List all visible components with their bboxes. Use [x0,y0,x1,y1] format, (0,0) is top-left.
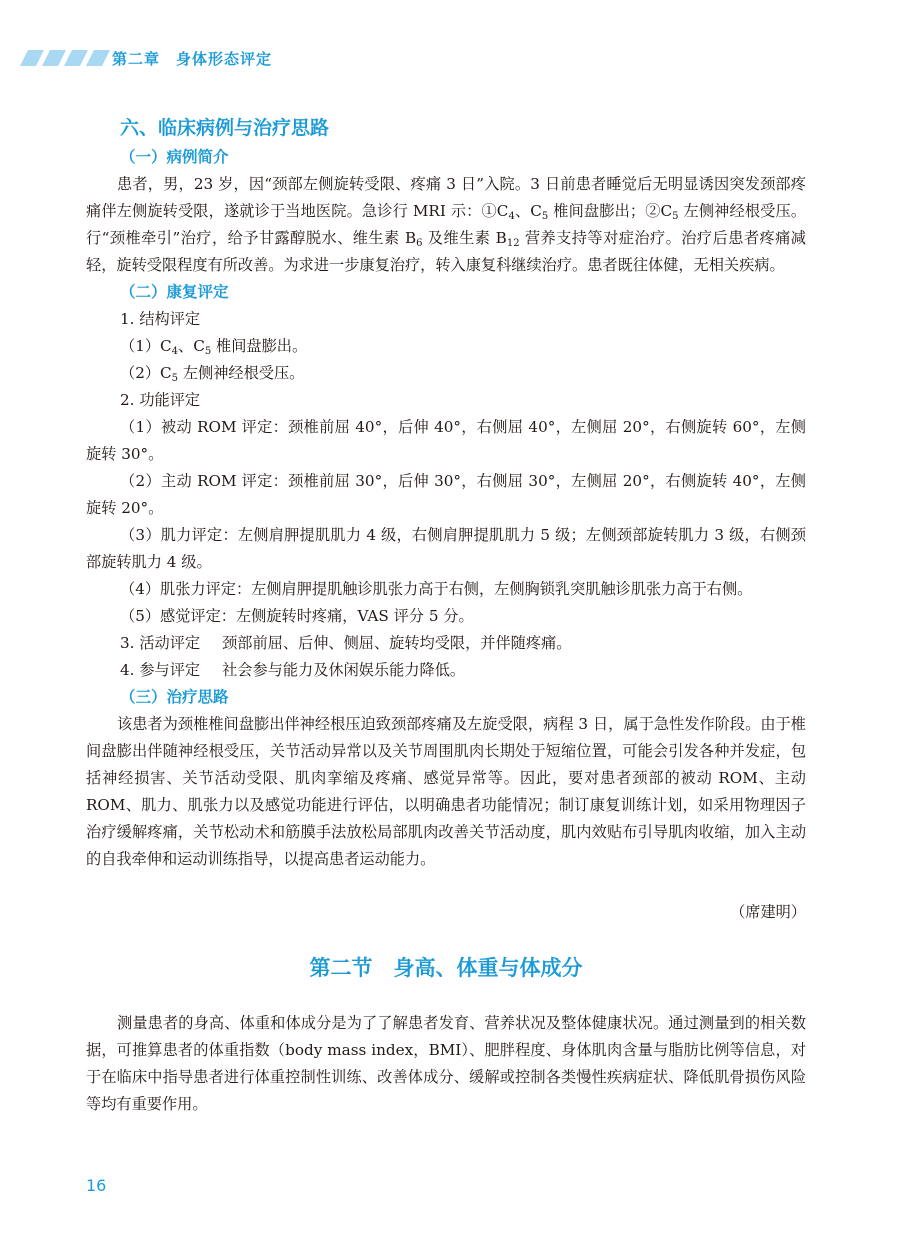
subheading-treatment-approach: （三）治疗思路 [120,688,229,706]
therapy-paragraph: 该患者为颈椎椎间盘膨出伴神经根压迫致颈部疼痛及左旋受限，病程 3 日，属于急性发作阶段。由于椎间盘膨出伴随神经根受压，关节活动异常以及关节周围肌肉长期处于短缩位置，可能会引发各种并发症，包括神经损害、关节活动受限、肌肉挛缩及疼痛、感觉异常等。因此，要对患者颈部的被动 ROM、主动 ROM、肌力、肌张力以及感觉功能进行评估，以明确患者功能情况；制订康复训练计划，如采用物理因子治疗缓解疼痛，关节松动术和筋膜手法放松局部肌肉改善关节活动度，肌内效贴布引导肌肉收缩，加入主动的自我牵伸和运动训练指导，以提高患者运动能力。 [86,715,806,868]
function-item-4: （4）肌张力评定：左侧肩胛提肌触诊肌张力高于右侧，左侧胸锁乳突肌触诊肌张力高于右侧。 [120,580,753,598]
section-2-intro: 测量患者的身高、体重和体成分是为了了解患者发育、营养状况及整体健康状况。通过测量到的相关数据，可推算患者的体重指数（body mass index，BMI）、肥胖程度、身体肌肉含量与脂肪比例等信息，对于在临床中指导患者进行体重控制性训练、改善体成分、缓解或控制各类慢性疾病症状、降低肌骨损伤风险等均有重要作用。 [86,1014,806,1113]
author-signature: （席建明） [730,903,806,921]
running-header [0,40,900,76]
function-assessment-heading: 2. 功能评定 [120,391,201,409]
participation-assessment: 4. 参与评定 社会参与能力及休闲娱乐能力降低。 [120,661,466,679]
subheading-rehab-assessment: （二）康复评定 [120,283,229,301]
function-item-5: （5）感觉评定：左侧旋转时疼痛，VAS 评分 5 分。 [120,607,474,625]
page-number: 16 [86,1176,107,1195]
section-heading: 六、临床病例与治疗思路 [120,117,330,139]
section-2-title: 第二节 身高、体重与体成分 [309,956,583,980]
structure-assessment-heading: 1. 结构评定 [120,310,201,328]
activity-assessment: 3. 活动评定 颈部前屈、后伸、侧屈、旋转均受限，并伴随疼痛。 [120,634,572,652]
function-item-2: （2）主动 ROM 评定：颈椎前屈 30°，后伸 30°，右侧屈 30°，左侧屈 20°，右侧旋转 40°，左侧旋转 20°。 [86,472,806,517]
function-item-3: （3）肌力评定：左侧肩胛提肌肌力 4 级，右侧肩胛提肌肌力 5 级；左侧颈部旋转肌力 3 级，右侧颈部旋转肌力 4 级。 [86,526,806,571]
chapter-title: 第二章 身体形态评定 [112,50,273,68]
page-content [86,112,806,1118]
structure-item-1: $(1)C_4$、$C_5$ 椎间盘膨出。 [120,337,308,357]
structure-item-2: $(2)C_5$ 左侧神经根受压。 [120,364,305,384]
subheading-case-intro: （一）病例简介 [120,148,229,166]
header-stripes-decoration [20,50,112,66]
case-paragraph: 患者，男，23 岁，因“颈部左侧旋转受限、疼痛 3 日”入院。3 日前患者睡觉后无明显诱因突发颈部疼痛伴左侧旋转受限，遂就诊于当地医院。急诊行 MRI 示：$①C_4$、$C_5$ 椎间盘膨出；$②C_5$ 左侧神经根受压。行“颈椎牵引”治疗，给予甘露醇脱水、维生素 $B_6$ 及维生素 $B_{12}$ 营养支持等对症治疗。治疗后患者疼痛减轻，旋转受限程度有所改善。为求进一步康复治疗，转入康复科继续治疗。患者既往体健，无相关疾病。 [86,175,807,274]
function-item-1: （1）被动 ROM 评定：颈椎前屈 40°，后伸 40°，右侧屈 40°，左侧屈 20°，右侧旋转 60°，左侧旋转 30°。 [86,418,806,463]
